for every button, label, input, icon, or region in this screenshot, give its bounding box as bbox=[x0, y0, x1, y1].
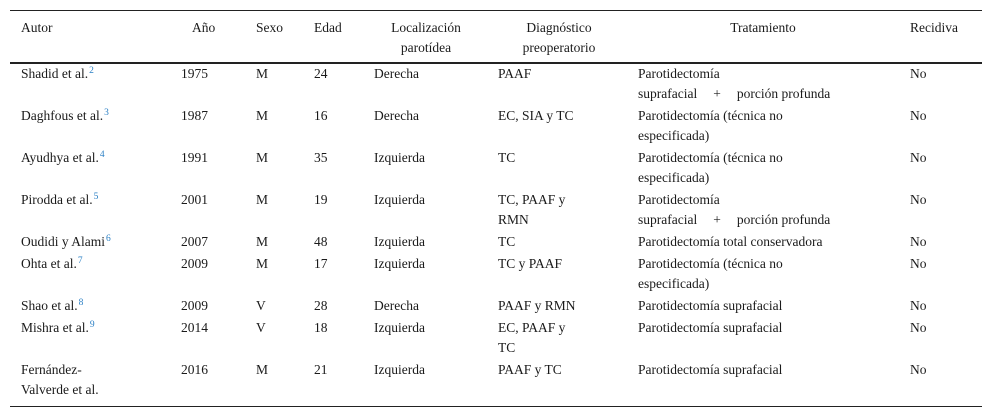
tratamiento-part: porción profunda bbox=[736, 212, 831, 227]
cell-edad: 48 bbox=[314, 234, 328, 249]
cell-sexo: M bbox=[256, 256, 269, 271]
plus-sign: + bbox=[713, 212, 721, 227]
tratamiento-line: Parotidectomía suprafacial bbox=[638, 298, 783, 313]
cell-edad: 24 bbox=[314, 66, 328, 81]
tratamiento-line: especificada) bbox=[638, 128, 710, 143]
cell-tratamiento bbox=[638, 232, 898, 252]
author-name: Ohta et al. bbox=[21, 256, 77, 271]
table-bottom-rule bbox=[10, 406, 982, 407]
diagnostico-line: PAAF y RMN bbox=[498, 298, 576, 313]
cell-tratamiento bbox=[638, 296, 898, 316]
tratamiento-line: especificada) bbox=[638, 276, 710, 291]
cell-ano: 2014 bbox=[181, 320, 208, 335]
table-top-rule bbox=[10, 10, 982, 11]
cell-localizacion: Izquierda bbox=[374, 150, 425, 165]
cell-edad: 17 bbox=[314, 256, 328, 271]
cell-sexo: M bbox=[256, 150, 269, 165]
cell-ano: 2009 bbox=[181, 298, 208, 313]
tratamiento-part: suprafacial bbox=[638, 212, 698, 227]
cell-localizacion: Izquierda bbox=[374, 256, 425, 271]
cell-autor bbox=[21, 232, 171, 252]
tratamiento-line: Parotidectomía suprafacial bbox=[638, 362, 783, 377]
author-name: Daghfous et al. bbox=[21, 108, 104, 123]
cell-sexo: M bbox=[256, 192, 269, 207]
cell-tratamiento bbox=[638, 148, 898, 188]
tratamiento-part: porción profunda bbox=[736, 86, 831, 101]
header-diagnostico-line1: Diagnóstico bbox=[526, 20, 592, 35]
header-diagnostico-line2: preoperatorio bbox=[522, 40, 596, 55]
cell-recidiva: No bbox=[910, 66, 927, 81]
author-name-line2: Valverde et al. bbox=[21, 382, 99, 397]
reference-link[interactable]: 6 bbox=[106, 233, 111, 244]
cell-edad: 28 bbox=[314, 298, 328, 313]
cell-localizacion: Derecha bbox=[374, 108, 419, 123]
cell-sexo: M bbox=[256, 66, 269, 81]
tratamiento-line: Parotidectomía total conservadora bbox=[638, 234, 823, 249]
cell-ano: 2009 bbox=[181, 256, 208, 271]
reference-link[interactable]: 9 bbox=[89, 319, 95, 330]
cell-recidiva: No bbox=[910, 320, 927, 335]
cell-tratamiento bbox=[638, 64, 898, 104]
header-autor: Autor bbox=[21, 20, 53, 35]
header-localizacion-line1: Localización bbox=[391, 20, 461, 35]
cell-recidiva: No bbox=[910, 150, 927, 165]
tratamiento-line: Parotidectomía (técnica no bbox=[638, 150, 783, 165]
cell-autor bbox=[21, 254, 171, 274]
cell-ano: 2001 bbox=[181, 192, 208, 207]
cell-sexo: M bbox=[256, 234, 269, 249]
reference-link[interactable]: 8 bbox=[78, 297, 84, 308]
cell-sexo: M bbox=[256, 362, 269, 377]
cell-diagnostico bbox=[498, 360, 628, 380]
cell-recidiva: No bbox=[910, 362, 927, 377]
diagnostico-line: EC, SIA y TC bbox=[498, 108, 574, 123]
cell-autor bbox=[21, 296, 171, 316]
cell-recidiva: No bbox=[910, 234, 927, 249]
tratamiento-line: Parotidectomía bbox=[638, 66, 720, 81]
cell-sexo: V bbox=[256, 298, 266, 313]
author-name: Fernández- bbox=[21, 362, 82, 377]
header-localizacion bbox=[374, 18, 478, 58]
author-name: Pirodda et al. bbox=[21, 192, 93, 207]
cell-edad: 35 bbox=[314, 150, 328, 165]
cell-localizacion: Izquierda bbox=[374, 320, 425, 335]
cell-diagnostico bbox=[498, 318, 628, 358]
cell-diagnostico bbox=[498, 296, 628, 316]
cell-localizacion: Izquierda bbox=[374, 192, 425, 207]
cell-recidiva: No bbox=[910, 192, 927, 207]
reference-link[interactable]: 2 bbox=[89, 65, 94, 76]
author-name: Shadid et al. bbox=[21, 66, 89, 81]
cell-sexo: V bbox=[256, 320, 266, 335]
cell-tratamiento bbox=[638, 190, 898, 230]
tratamiento-line: Parotidectomía (técnica no bbox=[638, 256, 783, 271]
reference-link[interactable]: 5 bbox=[93, 191, 99, 202]
cell-autor bbox=[21, 318, 171, 338]
cell-tratamiento bbox=[638, 360, 898, 380]
cell-recidiva: No bbox=[910, 298, 927, 313]
cell-ano: 2016 bbox=[181, 362, 208, 377]
header-tratamiento: Tratamiento bbox=[730, 20, 796, 35]
header-ano: Año bbox=[192, 20, 216, 35]
cell-ano: 2007 bbox=[181, 234, 208, 249]
diagnostico-line: EC, PAAF y bbox=[498, 320, 566, 335]
tratamiento-line bbox=[638, 210, 898, 230]
reference-link[interactable]: 4 bbox=[99, 149, 105, 160]
cell-autor bbox=[21, 106, 171, 126]
header-sexo: Sexo bbox=[256, 20, 283, 35]
diagnostico-line: RMN bbox=[498, 212, 529, 227]
tratamiento-line: Parotidectomía (técnica no bbox=[638, 108, 783, 123]
cell-edad: 19 bbox=[314, 192, 328, 207]
cell-edad: 21 bbox=[314, 362, 328, 377]
diagnostico-line: TC, PAAF y bbox=[498, 192, 566, 207]
cell-ano: 1991 bbox=[181, 150, 208, 165]
diagnostico-line: TC y PAAF bbox=[498, 256, 563, 271]
cell-autor bbox=[21, 148, 171, 168]
cell-tratamiento bbox=[638, 254, 898, 294]
header-diagnostico bbox=[504, 18, 614, 58]
cell-diagnostico bbox=[498, 254, 628, 274]
cell-ano: 1987 bbox=[181, 108, 208, 123]
diagnostico-line: PAAF y TC bbox=[498, 362, 562, 377]
cell-diagnostico bbox=[498, 148, 628, 168]
diagnostico-line: TC bbox=[498, 150, 516, 165]
plus-sign: + bbox=[713, 86, 721, 101]
cell-edad: 18 bbox=[314, 320, 328, 335]
diagnostico-line: PAAF bbox=[498, 66, 532, 81]
tratamiento-line: Parotidectomía suprafacial bbox=[638, 320, 783, 335]
author-name: Shao et al. bbox=[21, 298, 78, 313]
cell-diagnostico bbox=[498, 106, 628, 126]
reference-link[interactable]: 3 bbox=[104, 107, 109, 118]
cell-edad: 16 bbox=[314, 108, 328, 123]
cell-ano: 1975 bbox=[181, 66, 208, 81]
cell-tratamiento bbox=[638, 106, 898, 146]
cell-autor bbox=[21, 360, 171, 400]
cell-diagnostico bbox=[498, 232, 628, 252]
diagnostico-line: TC bbox=[498, 340, 516, 355]
header-edad: Edad bbox=[314, 20, 342, 35]
header-localizacion-line2: parotídea bbox=[400, 40, 452, 55]
cell-diagnostico bbox=[498, 190, 628, 230]
reference-link[interactable]: 7 bbox=[77, 255, 83, 266]
tratamiento-line bbox=[638, 84, 898, 104]
cell-diagnostico bbox=[498, 64, 628, 84]
diagnostico-line: TC bbox=[498, 234, 516, 249]
cell-recidiva: No bbox=[910, 256, 927, 271]
cell-recidiva: No bbox=[910, 108, 927, 123]
author-name: Oudidi y Alami bbox=[21, 234, 105, 249]
cell-autor bbox=[21, 64, 171, 84]
cell-localizacion: Derecha bbox=[374, 66, 419, 81]
author-name: Ayudhya et al. bbox=[21, 150, 99, 165]
tratamiento-line: Parotidectomía bbox=[638, 192, 720, 207]
tratamiento-part: suprafacial bbox=[638, 86, 698, 101]
tratamiento-line: especificada) bbox=[638, 170, 710, 185]
header-recidiva: Recidiva bbox=[910, 20, 958, 35]
cell-tratamiento bbox=[638, 318, 898, 338]
cell-autor bbox=[21, 190, 171, 210]
cell-localizacion: Derecha bbox=[374, 298, 419, 313]
author-name: Mishra et al. bbox=[21, 320, 89, 335]
cell-sexo: M bbox=[256, 108, 269, 123]
cell-localizacion: Izquierda bbox=[374, 362, 425, 377]
cell-localizacion: Izquierda bbox=[374, 234, 425, 249]
